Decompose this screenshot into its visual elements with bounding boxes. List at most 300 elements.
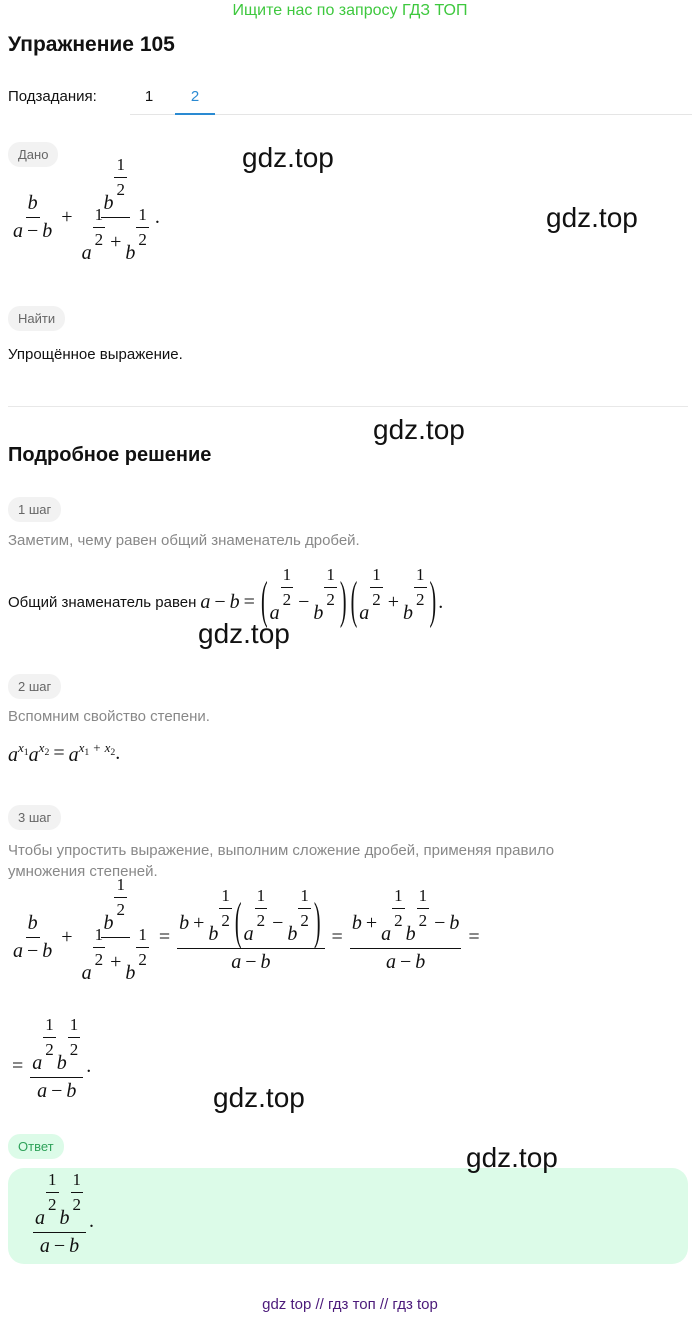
math-text: 1	[416, 564, 425, 584]
math-variable: x	[78, 740, 85, 755]
right-paren: )	[313, 893, 321, 951]
math-row	[116, 900, 125, 920]
math-row	[221, 886, 230, 906]
math-power	[208, 885, 233, 946]
math-row	[13, 940, 52, 963]
exponent	[391, 886, 406, 931]
step-3-expression-line1	[8, 874, 484, 985]
tab-subtask-2[interactable]: 2	[175, 88, 215, 115]
math-fraction	[136, 925, 149, 970]
math-variable: b	[125, 242, 136, 264]
watermark: gdz.top	[213, 1082, 305, 1113]
denominator	[255, 909, 268, 931]
math-operator: +	[365, 912, 378, 934]
math-fraction	[114, 875, 127, 920]
math-operator: −	[53, 1235, 66, 1257]
denominator	[384, 949, 427, 974]
math-fraction	[93, 205, 106, 250]
math-row	[35, 1169, 84, 1230]
math-row	[70, 1015, 79, 1035]
math-text: 1	[394, 885, 403, 905]
math-row	[103, 154, 128, 215]
math-text: 2	[94, 949, 104, 969]
math-variable: a	[231, 951, 242, 973]
math-fraction	[114, 155, 127, 200]
math-operator: =	[243, 591, 255, 613]
math-text: 2	[372, 589, 381, 609]
exponent	[38, 740, 50, 758]
math-fraction	[11, 912, 54, 963]
math-row	[95, 205, 104, 225]
left-paren: (	[260, 572, 268, 630]
numerator	[136, 925, 149, 948]
math-variable: b	[27, 192, 38, 214]
math-power	[381, 885, 406, 946]
math-row	[221, 911, 230, 931]
math-row	[45, 1015, 54, 1035]
math-row	[372, 590, 381, 610]
math-text: 1	[138, 204, 147, 224]
denominator	[93, 228, 106, 250]
math-variable: a	[13, 220, 23, 242]
math-fraction	[281, 565, 294, 610]
exponent	[42, 1015, 57, 1060]
math-text: 2	[282, 589, 292, 609]
exponent	[45, 1170, 60, 1215]
math-text: 2	[72, 1194, 81, 1214]
math-variable: b	[27, 912, 38, 934]
math-text: 1	[116, 154, 125, 174]
math-fraction	[298, 886, 311, 931]
denominator	[38, 1233, 81, 1258]
math-text: 1	[282, 564, 292, 584]
math-variable: b	[69, 1235, 80, 1257]
math-row	[419, 911, 428, 931]
math-power	[313, 564, 338, 625]
math-operator: +	[387, 591, 400, 613]
math-row	[372, 565, 381, 585]
math-variable: a	[269, 602, 280, 624]
math-operator: +	[110, 951, 122, 973]
math-text: 1	[45, 1014, 54, 1034]
search-banner: Ищите нас по запросу ГДЗ ТОП	[232, 2, 468, 19]
page-title: Упражнение 105	[8, 33, 175, 56]
math-row	[116, 155, 125, 175]
math-fraction	[11, 192, 54, 243]
math-parentheses	[233, 885, 323, 951]
math-subscript	[78, 740, 90, 758]
math-variable: b	[287, 923, 298, 945]
math-variable: x	[18, 740, 24, 755]
denominator	[414, 588, 427, 610]
numerator	[30, 1014, 83, 1078]
math-text: 1	[72, 1169, 81, 1189]
math-operator: −	[27, 940, 39, 962]
math-text: .	[154, 206, 160, 228]
math-operator: +	[61, 206, 73, 228]
numerator	[298, 886, 311, 909]
math-row	[116, 875, 125, 895]
math-row	[394, 911, 403, 931]
step-3-expression-line2	[8, 1014, 92, 1103]
math-variable: b	[313, 602, 324, 624]
math-row	[283, 565, 292, 585]
math-text: 2	[45, 1039, 54, 1059]
math-row	[32, 1014, 81, 1075]
numerator	[26, 192, 40, 218]
numerator	[33, 1169, 86, 1233]
numerator	[350, 885, 462, 949]
math-operator: =	[468, 926, 480, 948]
math-fraction	[324, 565, 337, 610]
math-power	[32, 1014, 57, 1075]
left-paren: (	[350, 572, 358, 630]
exponent	[416, 886, 431, 931]
math-text: 1	[138, 924, 147, 944]
math-text: 1	[326, 564, 335, 584]
subtasks-label: Подзадания:	[8, 88, 97, 105]
math-text: 1	[300, 885, 309, 905]
math-operator: +	[193, 912, 205, 934]
math-power	[403, 564, 428, 625]
math-variable: a	[81, 962, 92, 984]
numerator	[68, 1015, 81, 1038]
subscript	[84, 747, 89, 758]
math-variable: b	[415, 951, 426, 973]
math-power	[125, 924, 150, 985]
math-row	[40, 1235, 79, 1258]
denominator	[11, 938, 54, 963]
math-text: 2	[418, 910, 428, 930]
math-variable: a	[385, 951, 396, 973]
math-fraction	[219, 886, 232, 931]
answer-badge: Ответ	[8, 1134, 64, 1159]
numerator	[392, 886, 405, 909]
math-row	[48, 1195, 57, 1215]
math-row	[300, 911, 309, 931]
step-2-badge: 2 шаг	[8, 674, 61, 699]
math-text: 2	[48, 1194, 57, 1214]
exponent	[369, 565, 384, 610]
math-text: 2	[69, 1039, 79, 1059]
math-fraction	[33, 1169, 86, 1258]
math-variable: a	[32, 1052, 43, 1074]
math-fraction	[392, 886, 405, 931]
math-row	[138, 205, 147, 225]
math-variable: b	[351, 912, 362, 934]
numerator	[114, 875, 127, 898]
numerator	[136, 205, 149, 228]
math-row	[138, 950, 147, 970]
math-text: 1	[372, 564, 381, 584]
math-fraction	[93, 925, 106, 970]
numerator	[414, 565, 427, 588]
math-row	[283, 590, 292, 610]
math-row	[326, 565, 335, 585]
math-fraction	[71, 1170, 84, 1215]
math-row	[179, 885, 322, 951]
math-variable: a	[200, 591, 211, 613]
math-variable: b	[66, 1080, 77, 1102]
math-fraction	[80, 154, 152, 265]
math-power	[103, 154, 128, 215]
step-3-text: Чтобы упростить выражение, выполним сложение дробей, применяя правило умножения степеней.	[8, 842, 555, 880]
math-variable: b	[59, 1207, 70, 1229]
math-fraction	[414, 565, 427, 610]
math-variable: a	[381, 923, 392, 945]
math-variable: b	[229, 591, 240, 613]
math-operator: −	[245, 951, 257, 973]
math-text: 1	[23, 746, 29, 758]
math-row	[116, 180, 125, 200]
numerator	[114, 155, 127, 178]
denominator	[68, 1038, 81, 1060]
step-1-badge: 1 шаг	[8, 497, 61, 522]
math-fraction	[177, 885, 324, 974]
answer-expression	[30, 1169, 94, 1258]
denominator	[114, 178, 127, 200]
math-power	[103, 874, 128, 935]
math-row	[95, 950, 104, 970]
math-power	[405, 885, 431, 946]
subscript	[44, 747, 49, 758]
exponent	[113, 155, 128, 200]
math-row	[138, 230, 147, 250]
numerator	[255, 886, 268, 909]
right-paren: )	[429, 572, 437, 630]
find-badge: Найти	[8, 306, 65, 331]
math-row	[13, 220, 52, 243]
math-power	[287, 885, 312, 946]
exponent	[70, 1170, 85, 1215]
denominator	[219, 909, 232, 931]
exponent	[92, 925, 107, 970]
numerator	[324, 565, 337, 588]
math-variable: b	[56, 1052, 67, 1074]
denominator	[417, 909, 430, 931]
answer-box	[8, 1168, 688, 1264]
math-row	[419, 886, 428, 906]
math-row	[257, 911, 266, 931]
numerator	[93, 205, 106, 228]
exponent	[18, 740, 29, 758]
math-row	[351, 885, 460, 946]
math-fraction	[80, 874, 152, 985]
math-fraction	[136, 205, 149, 250]
math-variable: b	[208, 923, 219, 945]
math-fraction	[46, 1170, 59, 1215]
math-text: .	[89, 1210, 94, 1232]
denominator	[80, 924, 152, 985]
math-variable: b	[103, 192, 114, 214]
math-text: 2	[300, 910, 309, 930]
math-operator: =	[53, 742, 65, 765]
exponent	[135, 205, 150, 250]
math-fraction	[370, 565, 383, 610]
exponent	[78, 740, 116, 758]
exponent	[218, 886, 233, 931]
math-text: 1	[116, 874, 125, 894]
math-variable: a	[35, 1207, 45, 1229]
math-text: 2	[138, 949, 147, 969]
left-paren: (	[234, 893, 242, 951]
solution-heading: Подробное решение	[8, 444, 212, 466]
math-row	[81, 924, 150, 985]
math-row	[103, 874, 128, 935]
denominator	[114, 898, 127, 920]
math-parentheses	[349, 564, 439, 630]
math-power	[56, 1014, 82, 1075]
math-row	[300, 886, 309, 906]
numerator	[26, 912, 40, 938]
subtasks-tabs	[8, 86, 692, 116]
math-text: 1	[48, 1169, 57, 1189]
math-subscript	[18, 740, 29, 758]
math-text: 1	[256, 885, 266, 905]
math-power	[59, 1169, 85, 1230]
numerator	[46, 1170, 59, 1193]
denominator	[281, 588, 294, 610]
watermark: gdz.top	[373, 414, 465, 445]
math-operator: −	[272, 912, 284, 934]
math-variable: b	[449, 912, 460, 934]
math-subscript	[38, 740, 50, 758]
math-variable: a	[39, 1235, 50, 1257]
math-text: .	[438, 591, 444, 613]
math-text: 2	[44, 746, 50, 758]
denominator	[46, 1193, 59, 1215]
denominator	[11, 218, 54, 243]
denominator	[136, 948, 149, 970]
denominator	[136, 228, 149, 250]
math-operator: −	[399, 951, 412, 973]
math-variable: b	[42, 220, 53, 242]
math-fraction	[43, 1015, 56, 1060]
watermark: gdz.top	[466, 1142, 558, 1173]
math-variable: b	[179, 912, 190, 934]
denominator	[71, 1193, 84, 1215]
exponent	[135, 925, 150, 970]
math-variable: a	[243, 923, 254, 945]
math-text: 2	[116, 899, 125, 919]
math-subscript	[104, 740, 116, 758]
exponent	[113, 875, 128, 920]
math-text: 2	[116, 179, 125, 199]
given-badge: Дано	[8, 142, 58, 167]
denominator	[43, 1038, 56, 1060]
math-power	[69, 740, 116, 767]
math-variable: b	[42, 940, 53, 962]
math-variable: b	[125, 962, 136, 984]
tab-subtask-1[interactable]: 1	[144, 88, 154, 105]
math-row	[326, 590, 335, 610]
math-row	[231, 951, 270, 974]
math-row	[95, 230, 104, 250]
math-fraction	[30, 1014, 83, 1103]
step-1-lead: Общий знаменатель равен	[8, 594, 197, 611]
math-power	[8, 740, 29, 767]
footer-links: gdz top // гдз топ // гдз top	[262, 1296, 438, 1313]
math-power	[29, 740, 50, 767]
math-operator: −	[27, 220, 39, 242]
numerator	[417, 886, 430, 909]
math-operator: −	[214, 591, 226, 613]
math-row	[48, 1170, 57, 1190]
math-variable: b	[403, 602, 414, 624]
step-1-text: Заметим, чему равен общий знаменатель дробей.	[8, 532, 360, 549]
math-fraction	[255, 886, 268, 931]
math-row	[73, 1170, 82, 1190]
exponent	[67, 1015, 82, 1060]
math-power	[243, 885, 269, 946]
numerator	[43, 1015, 56, 1038]
math-fraction	[417, 886, 430, 931]
math-row	[386, 951, 425, 974]
math-variable: x	[38, 740, 45, 755]
math-power	[35, 1169, 60, 1230]
exponent	[254, 886, 269, 931]
math-row	[95, 925, 104, 945]
numerator	[370, 565, 383, 588]
math-text: 2	[326, 589, 335, 609]
math-operator: =	[12, 1055, 24, 1077]
math-operator: +	[61, 926, 73, 948]
math-operator: −	[298, 591, 310, 613]
denominator	[298, 909, 311, 931]
math-text: .	[86, 1055, 92, 1077]
numerator	[219, 886, 232, 909]
exponent	[323, 565, 338, 610]
math-operator: −	[51, 1080, 63, 1102]
numerator	[281, 565, 294, 588]
math-variable: a	[359, 602, 370, 624]
numerator	[177, 885, 324, 951]
math-text: 2	[94, 229, 104, 249]
numerator	[93, 925, 106, 948]
math-operator: =	[158, 926, 171, 948]
math-variable: x	[104, 740, 111, 755]
step-2-expression	[8, 740, 120, 767]
math-operator: +	[93, 740, 101, 755]
exponent	[297, 886, 312, 931]
denominator	[35, 1078, 78, 1103]
math-row	[416, 565, 425, 585]
math-power	[125, 204, 150, 265]
math-operator: =	[331, 926, 343, 948]
denominator	[392, 909, 405, 931]
math-row	[28, 912, 38, 935]
math-row	[257, 886, 266, 906]
math-fraction	[68, 1015, 81, 1060]
math-text: .	[115, 742, 121, 765]
math-variable: b	[103, 912, 114, 934]
math-variable: a	[68, 744, 79, 767]
math-variable: b	[260, 951, 271, 973]
math-row	[394, 886, 403, 906]
math-power	[359, 564, 384, 625]
math-variable: a	[81, 242, 92, 264]
divider	[8, 406, 688, 407]
math-text: 2	[110, 746, 116, 758]
math-text: 1	[94, 204, 104, 224]
math-variable: a	[28, 744, 39, 767]
math-variable: b	[405, 923, 416, 945]
watermark: gdz.top	[242, 142, 334, 173]
find-text: Упрощённое выражение.	[8, 346, 183, 363]
denominator	[80, 204, 152, 265]
exponent	[92, 205, 107, 250]
step-3-badge: 3 шаг	[8, 805, 61, 830]
